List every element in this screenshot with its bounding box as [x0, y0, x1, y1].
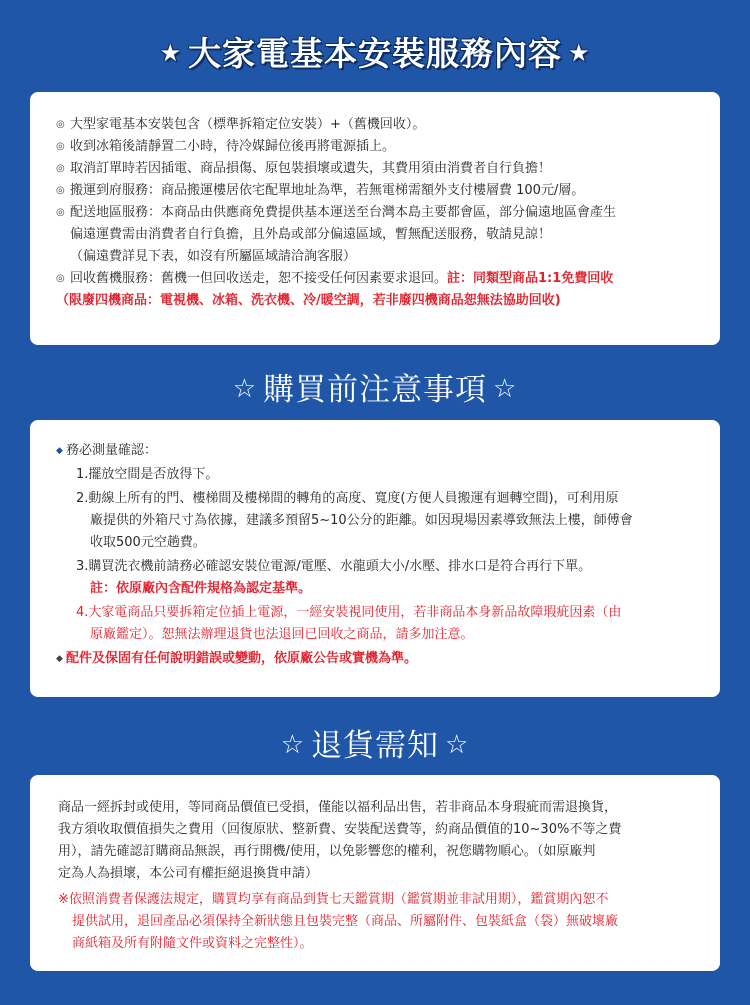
star-icon: ★	[159, 39, 182, 67]
list-item-warning: 4.大家電商品只要拆箱定位插上電源，一經安裝視同使用，若非商品本身新品故障瑕疵因素（由 原廠鑑定）。恕無法辦理退貨也法退回已回收之商品，請多加注意。	[76, 605, 622, 642]
list-item: ◎ 取消訂單時若因插電、商品損傷、原包裝損壞或遺失，其費用須由消費者自行負擔！	[56, 158, 700, 180]
diamond-bullet-icon: ◆	[56, 446, 63, 456]
list-item: ◎ 配送地區服務：本商品由供應商免費提供基本運送至台灣本島主要都會區，部分偏遠地區會產生	[56, 202, 700, 224]
diamond-bullet-icon: ◆	[56, 654, 63, 664]
returns-paragraph-line: 用），請先確認訂購商品無誤，再行開機/使用，以免影響您的權利，祝您購物順心。（如原廠判	[58, 844, 596, 859]
list-item: ◎ 收到冰箱後請靜置二小時，待冷媒歸位後再將電源插上。	[56, 136, 700, 158]
list-item: 1.擺放空間是否放得下。	[76, 467, 219, 482]
list-item-continued: 偏遠運費需由消費者自行負擔，且外島或部分偏遠區域，暫無配送服務，敬請見諒！	[70, 227, 552, 242]
star-icon: ★	[568, 39, 591, 67]
returns-paragraph-line: 定為人為損壞，本公司有權拒絕退換貨申請）	[58, 866, 319, 881]
accessory-note: 註：依原廠內含配件規格為認定基準。	[90, 581, 312, 596]
circle-bullet-icon: ◎	[56, 185, 65, 196]
list-item-continued: （偏遠費詳見下表，如沒有所屬區域請洽詢客服）	[70, 249, 357, 264]
star-outline-icon: ☆	[493, 374, 518, 404]
circle-bullet-icon: ◎	[56, 207, 65, 218]
list-item: ◎ 搬運到府服務：商品搬運樓居依宅配單地址為準，若無電梯需額外支付樓層費 100元/層。	[56, 180, 700, 202]
section-title-returns	[0, 720, 750, 766]
returns-title-text: 退貨需知	[311, 728, 439, 764]
measure-heading: ◆ 務必測量確認：	[56, 440, 700, 462]
circle-bullet-icon: ◎	[56, 163, 65, 174]
circle-bullet-icon: ◎	[56, 119, 65, 130]
returns-paragraph-line: 我方須收取價值損失之費用（回復原狀、整新費、安裝配送費等，約商品價值的10~30%不等之費	[58, 822, 622, 837]
circle-bullet-icon: ◎	[56, 141, 65, 152]
list-item: 2.動線上所有的門、樓梯間及樓梯間的轉角的高度、寬度(方便人員搬運有迴轉空間)，可利用原 廠提供的外箱尺寸為依據，建議多預留5~10公分的距離。如因現場因素導致無法上樓，師傅會 收取500元空趟費。	[76, 491, 633, 550]
star-outline-icon: ☆	[280, 730, 305, 760]
installation-panel	[30, 92, 720, 345]
warranty-footer: ◆ 配件及保固有任何說明錯誤或變動，依原廠公告或實機為準。	[56, 648, 700, 670]
star-outline-icon: ☆	[445, 730, 470, 760]
list-item: 3.購買洗衣機前請務必確認安裝位電源/電壓、水龍頭大小/水壓、排水口是符合再行下單。	[76, 559, 592, 574]
before-purchase-panel	[30, 420, 720, 697]
list-item: ◎ 回收舊機服務：舊機一但回收送走，恕不接受任何因素要求退回。註：同類型商品1:1免費回收	[56, 268, 700, 290]
returns-panel	[30, 775, 720, 971]
consumer-protection-note: ※依照消費者保護法規定，購買均享有商品到貨七天鑑賞期（鑑賞期並非試用期），鑑賞期內恕不 提供試用，退回產品必須保持全新狀態且包裝完整（商品、所屬附件、包裝紙盒（袋）無破壞廠 商紙箱及所有附隨文件或資料之完整性）。	[58, 892, 619, 951]
section-title-installation	[0, 28, 750, 76]
section-title-before-purchase	[0, 364, 750, 410]
recycle-note-detail: （限廢四機商品：電視機、冰箱、洗衣機、冷/暖空調，若非廢四機商品恕無法協助回收)	[56, 293, 561, 308]
installation-title-text: 大家電基本安裝服務內容	[188, 34, 562, 73]
returns-paragraph-line: 商品一經拆封或使用，等同商品價值已受損，僅能以福利品出售，若非商品本身瑕疵而需退換貨，	[58, 800, 618, 815]
circle-bullet-icon: ◎	[56, 273, 65, 284]
before-purchase-title-text: 購買前注意事項	[263, 372, 487, 408]
star-outline-icon: ☆	[232, 374, 257, 404]
list-item: ◎ 大型家電基本安裝包含（標準拆箱定位安裝）+（舊機回收）。	[56, 114, 700, 136]
recycle-note: 註：同類型商品1:1免費回收	[447, 271, 614, 286]
